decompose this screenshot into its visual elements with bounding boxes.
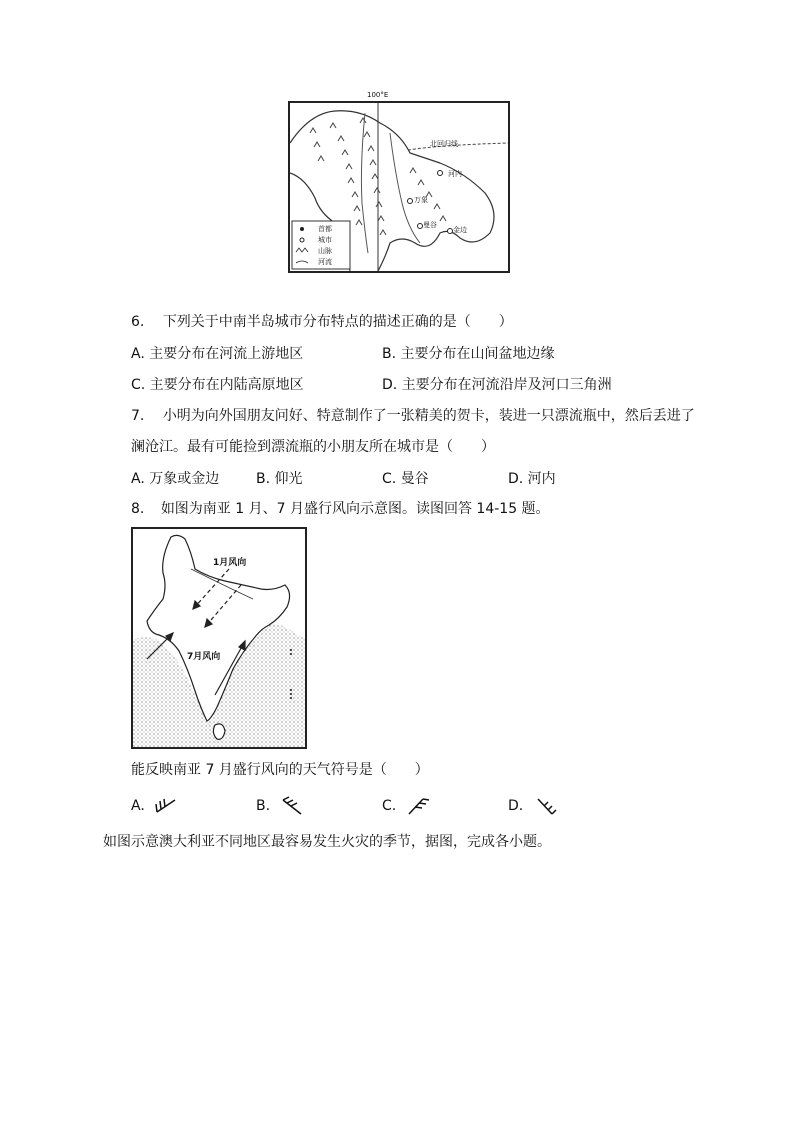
q8-option-c[interactable]: C. xyxy=(382,796,431,816)
q8-option-b[interactable]: B. xyxy=(256,796,305,816)
q7-number: 7. xyxy=(131,408,145,424)
jan-wind-label: 1月风向 xyxy=(213,558,247,568)
q6-option-b[interactable]: B. 主要分布在山间盆地边缘 xyxy=(382,346,555,362)
legend-mountain: 山脉 xyxy=(318,247,332,255)
q6-stem-row xyxy=(131,312,513,332)
map-label-bangkok: 曼谷 xyxy=(423,221,437,229)
wind-symbol-b-icon xyxy=(279,796,305,816)
legend-capital: 首都 xyxy=(318,225,332,233)
wind-symbol-a-icon xyxy=(153,796,179,816)
q8-option-a[interactable]: A. xyxy=(131,796,179,816)
map-label-tropic: 北回归线 xyxy=(430,140,458,148)
map-label-hanoi: 河内 xyxy=(448,170,462,178)
wind-symbol-c-icon xyxy=(405,796,431,816)
q6-option-c[interactable]: C. 主要分布在内陆高原地区 xyxy=(131,377,304,393)
q6-option-a[interactable]: A. 主要分布在河流上游地区 xyxy=(131,346,304,362)
q7-stem-line2: 澜沧江。最有可能捡到漂流瓶的小朋友所在城市是（ ） xyxy=(131,439,495,455)
q6-number: 6. xyxy=(131,314,145,330)
next-section-intro: 如图示意澳大利亚不同地区最容易发生火灾的季节，据图，完成各小题。 xyxy=(103,834,551,850)
south-asia-monsoon-map xyxy=(131,527,307,749)
meridian-label: 100°E xyxy=(367,91,389,99)
q7-option-d[interactable]: D. 河内 xyxy=(508,471,556,487)
jul-wind-label: 7月风向 xyxy=(187,652,221,662)
map-label-vientiane: 万象 xyxy=(414,196,428,204)
map-label-phnompenh: 金边 xyxy=(453,226,467,234)
legend-river: 河流 xyxy=(318,258,332,266)
q8-number: 8. xyxy=(131,501,145,517)
q8-intro-row xyxy=(131,499,550,519)
q8-option-d[interactable]: D. xyxy=(508,796,558,816)
q7-option-c[interactable]: C. 曼谷 xyxy=(382,471,429,487)
q6-stem: 下列关于中南半岛城市分布特点的描述正确的是（ ） xyxy=(162,314,513,330)
q8-intro: 如图为南亚 1 月、7 月盛行风向示意图。读图回答 14-15 题。 xyxy=(160,501,550,517)
q7-stem-line1: 小明为向外国朋友问好、特意制作了一张精美的贺卡，装进一只漂流瓶中，然后丢进了 xyxy=(162,408,695,424)
q6-option-d[interactable]: D. 主要分布在河流沿岸及河口三角洲 xyxy=(382,377,612,393)
wind-symbol-d-icon xyxy=(532,796,558,816)
legend-city: 城市 xyxy=(318,236,332,244)
q8-stem: 能反映南亚 7 月盛行风向的天气符号是（ ） xyxy=(131,762,429,778)
q7-option-b[interactable]: B. 仰光 xyxy=(256,471,303,487)
q7-stem-row xyxy=(131,406,695,426)
q7-option-a[interactable]: A. 万象或金边 xyxy=(131,471,220,487)
indochina-map xyxy=(288,91,510,273)
